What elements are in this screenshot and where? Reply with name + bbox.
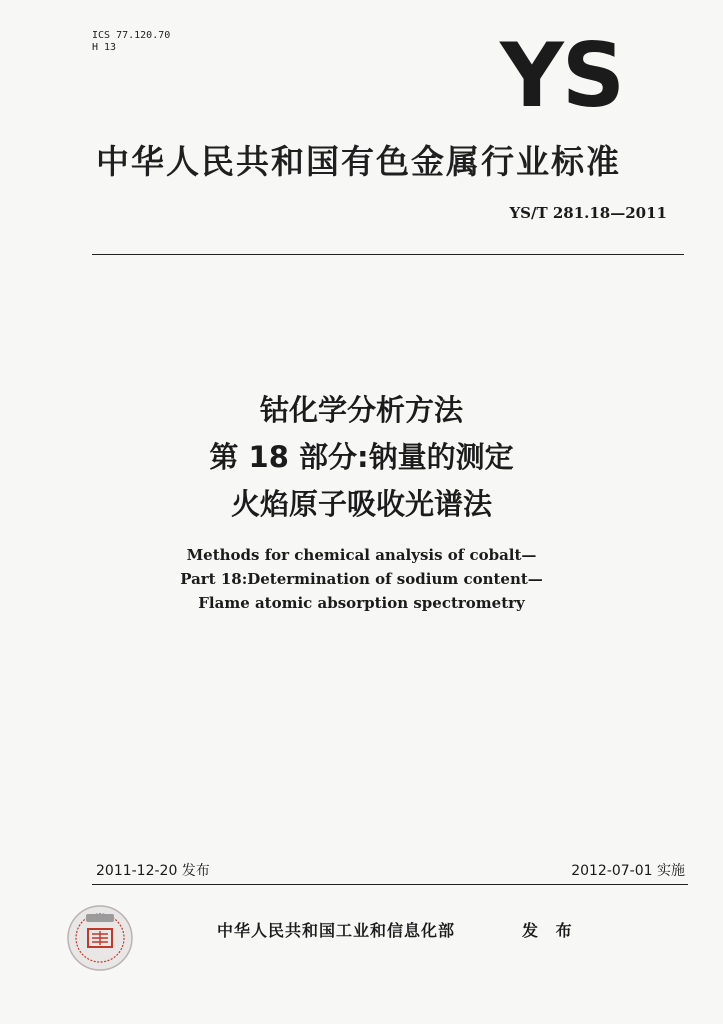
footer-divider xyxy=(92,884,688,885)
title-en-line2: Part 18:Determination of sodium content— xyxy=(180,570,543,588)
anti-counterfeit-seal-icon xyxy=(66,904,134,972)
ccs-code: H 13 xyxy=(92,42,117,53)
issue-date: 2011-12-20 发布 xyxy=(96,863,210,879)
header-divider xyxy=(92,254,684,255)
industry-standard-title: 中华人民共和国有色金属行业标准 xyxy=(96,142,621,181)
title-en-line1: Methods for chemical analysis of cobalt— xyxy=(186,546,537,564)
ys-logo-text: YS xyxy=(500,24,624,127)
ys-logo xyxy=(500,24,642,127)
standard-number: YS/T 281.18—2011 xyxy=(509,204,667,222)
title-en-line3: Flame atomic absorption spectrometry xyxy=(198,594,525,612)
issue-label: 发 布 xyxy=(522,921,578,940)
implementation-date: 2012-07-01 实施 xyxy=(571,863,685,879)
title-cn-line1: 钴化学分析方法 xyxy=(259,393,463,427)
title-cn-line2: 第 18 部分:钠量的测定 xyxy=(209,440,514,474)
classification-codes xyxy=(92,30,170,54)
issuing-authority: 中华人民共和国工业和信息化部 xyxy=(217,921,456,940)
title-cn-line3: 火焰原子吸收光谱法 xyxy=(230,487,492,521)
ics-code: ICS 77.120.70 xyxy=(92,30,171,41)
